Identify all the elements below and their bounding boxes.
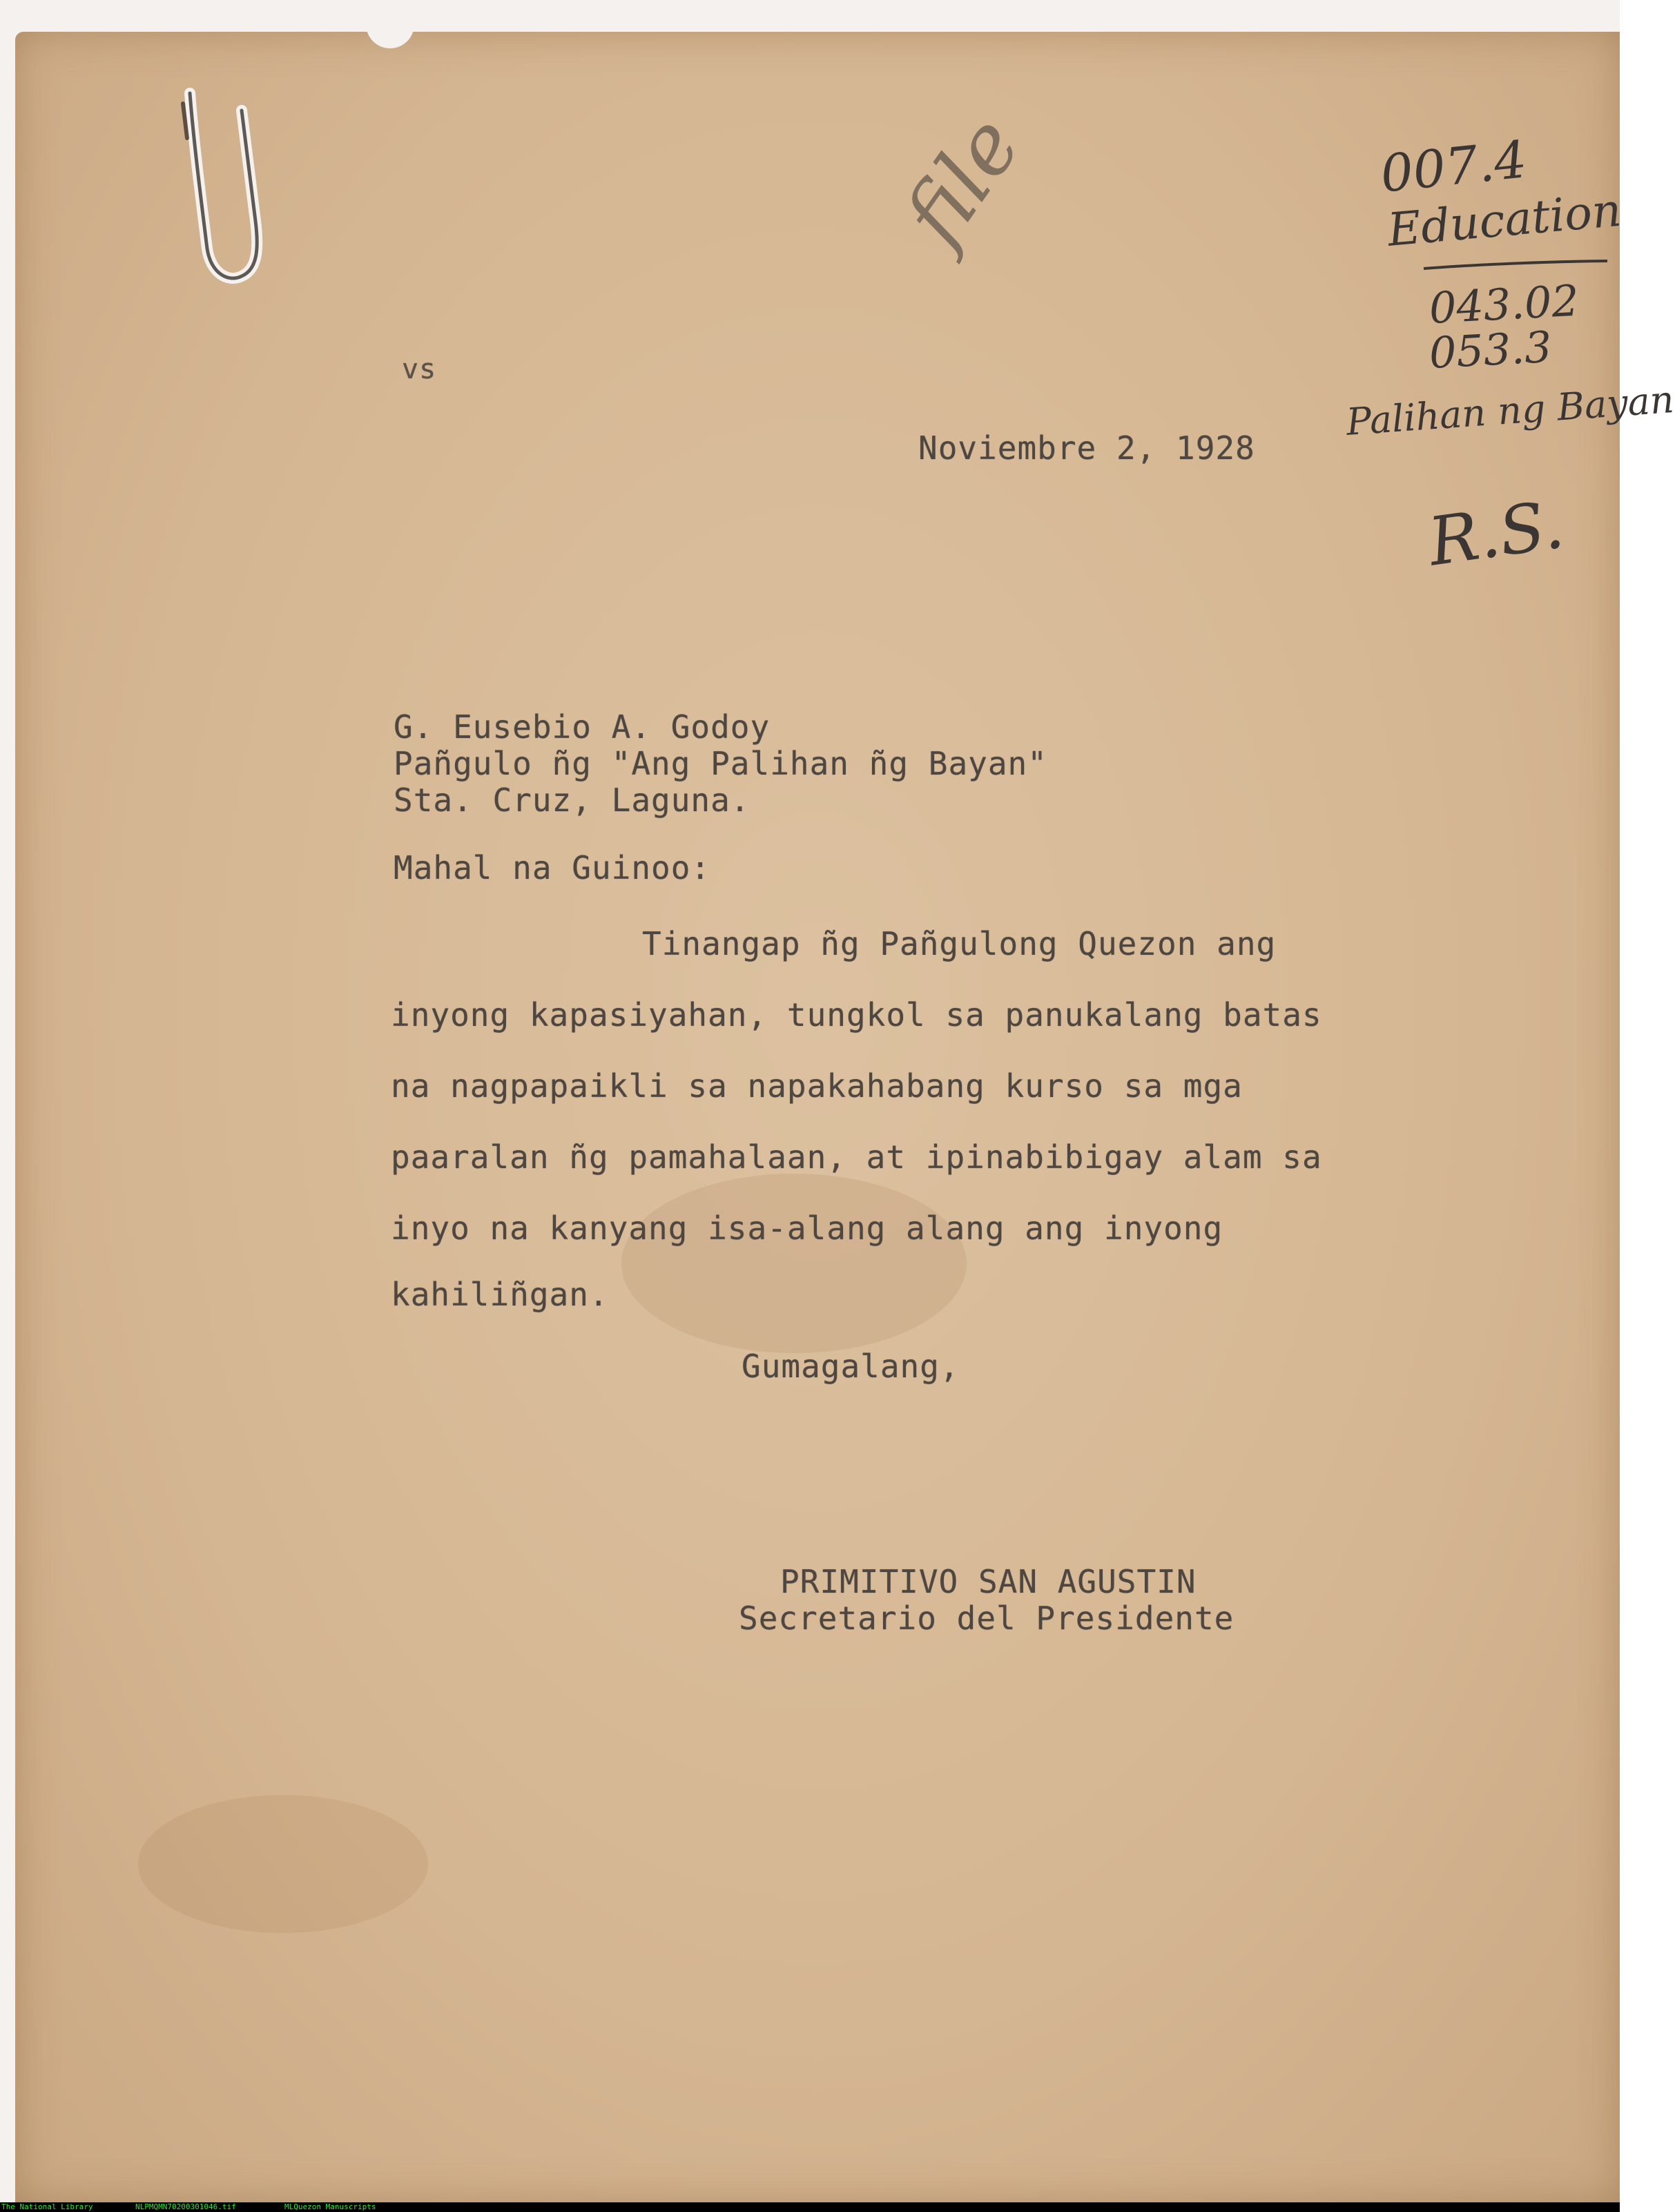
handwritten-initials: R.S. bbox=[1424, 485, 1569, 581]
body-line: Tinangap ñg Pañgulong Quezon ang bbox=[642, 925, 1277, 962]
paper-stain bbox=[621, 1174, 967, 1353]
paper-clip-icon bbox=[176, 83, 314, 297]
footer-institution: The National Library bbox=[1, 2202, 93, 2211]
handwritten-filing-code: Education bbox=[1385, 183, 1624, 257]
body-line: kahiliñgan. bbox=[391, 1276, 609, 1313]
reference-initials: vs bbox=[402, 353, 437, 385]
signatory-name: PRIMITIVO SAN AGUSTIN bbox=[780, 1563, 1197, 1600]
body-line: na nagpapaikli sa napakahabang kurso sa mga bbox=[391, 1067, 1243, 1105]
handwritten-filing-code: 007.4 bbox=[1377, 130, 1530, 204]
salutation: Mahal na Guinoo: bbox=[394, 849, 711, 886]
letter-date: Noviembre 2, 1928 bbox=[918, 429, 1255, 467]
complimentary-closing: Gumagalang, bbox=[742, 1348, 960, 1385]
handwritten-filing-code: 043.02 bbox=[1428, 275, 1580, 333]
body-line: inyong kapasiyahan, tungkol sa panukalang batas bbox=[391, 996, 1322, 1034]
recipient-name: G. Eusebio A. Godoy bbox=[394, 708, 771, 746]
handwritten-filing-code: 053.3 bbox=[1428, 321, 1553, 378]
body-line: paaralan ñg pamahalaan, at ipinabibigay alam sa bbox=[391, 1138, 1322, 1176]
recipient-title: Pañgulo ñg "Ang Palihan ñg Bayan" bbox=[394, 745, 1047, 782]
signatory-title: Secretario del Presidente bbox=[739, 1600, 1235, 1637]
footer-filename: NLPMQMN70200301046.tif bbox=[135, 2202, 236, 2211]
paper-stain bbox=[138, 1795, 428, 1933]
recipient-address: Sta. Cruz, Laguna. bbox=[394, 782, 751, 819]
handwritten-subject-note: Palihan ng Bayan bbox=[1344, 377, 1675, 444]
handwritten-underline bbox=[1422, 259, 1609, 273]
footer-collection: MLQuezon Manuscripts bbox=[284, 2202, 376, 2211]
body-line: inyo na kanyang isa-alang alang ang inyong bbox=[391, 1210, 1223, 1247]
handwritten-file-mark: file bbox=[886, 99, 1040, 262]
archive-footer-bar bbox=[0, 2202, 1620, 2212]
